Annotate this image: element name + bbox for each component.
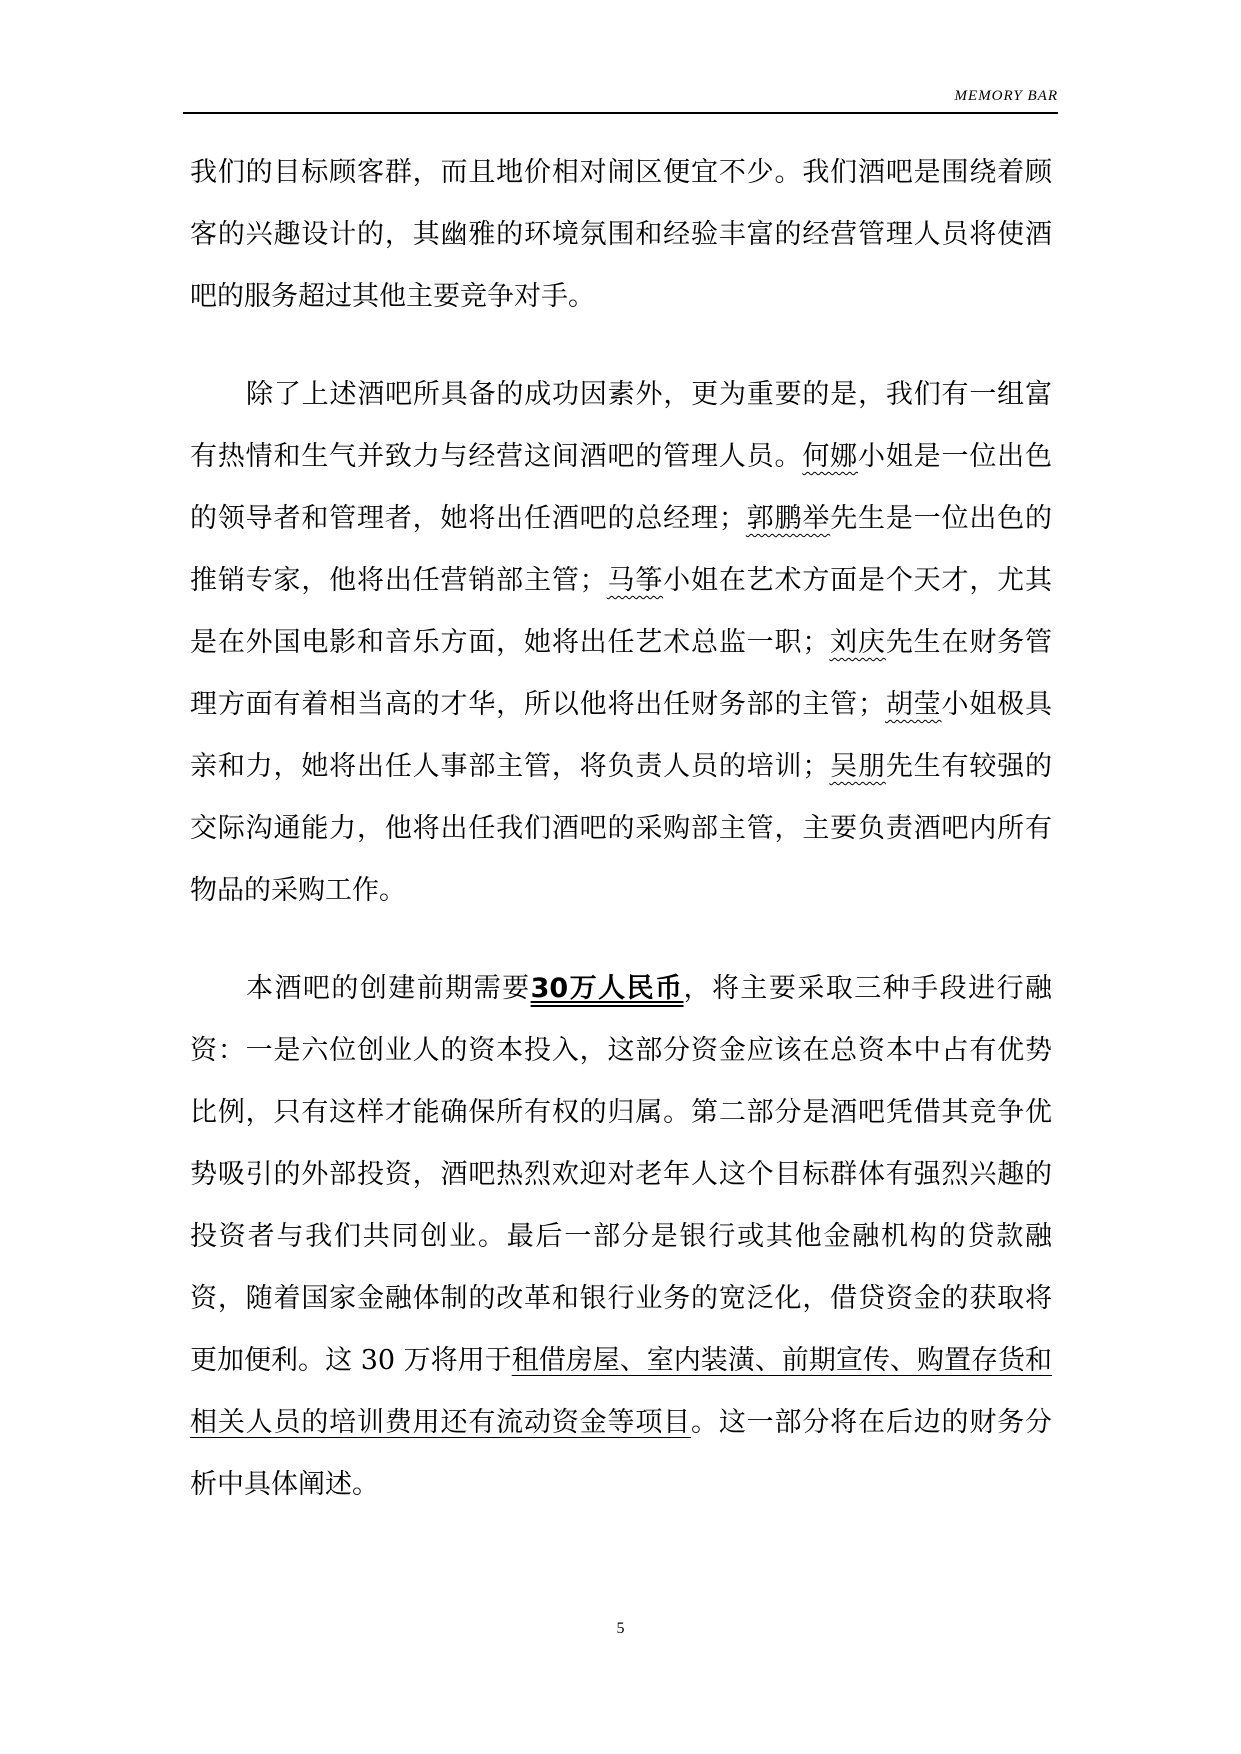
header-rule <box>183 112 1058 114</box>
page-number: 5 <box>616 1620 625 1637</box>
fund-usage-items: 租借房屋、室内装潢、前期宣传、购置存货和相关人员的培训费用还有流动资金等项目 <box>190 1345 1052 1438</box>
p3-text-1: 本酒吧的创建前期需要 <box>246 973 531 1004</box>
paragraph-2 <box>190 364 1052 922</box>
p2-text-1: 除了上述酒吧所具备的成功因素外，更为重要的是，我们有一组富有热情和生气并致力与经营这间酒吧的管理人员。 <box>190 379 1052 472</box>
person-name-he-na: 何娜 <box>802 441 859 472</box>
running-header: MEMORY BAR <box>954 88 1058 104</box>
paragraph-1 <box>190 142 1052 328</box>
p2-text-4: 小姐在艺术方面是个天才，尤其是在外国电影和音乐方面，她将出任艺术总监一职； <box>190 565 1053 658</box>
funding-amount: 30万人民币 <box>530 973 684 1004</box>
person-name-guo-pengju: 郭鹏举 <box>745 503 831 534</box>
p3-text-3: 。这一部分将在后边的财务分析中具体阐述。 <box>190 1407 1052 1500</box>
p3-text-2: ，将主要采取三种手段进行融资：一是六位创业人的资本投入，这部分资金应该在总资本中占有优势比例，只有这样才能确保所有权的归属。第二部分是酒吧凭借其竞争优势吸引的外部投资，酒吧热烈欢迎对老年人这个目标群体有强烈兴趣的投资者与我们共同创业。最后一部分是银行或其他金融机构的贷款融资，随着国家金融体制的改革和银行业务的宽泛化，借贷资金的获取将更加便利。这 30 万将用于 <box>190 973 1053 1376</box>
person-name-liu-qing: 刘庆 <box>829 627 886 658</box>
p2-text-7: 先生有较强的交际沟通能力，他将出任我们酒吧的采购部主管，主要负责酒吧内所有物品的采购工作。 <box>190 751 1053 906</box>
p2-text-2: 小姐是一位出色的领导者和管理者，她将出任酒吧的总经理； <box>190 441 1053 534</box>
person-name-hu-ying: 胡莹 <box>885 689 942 720</box>
p2-text-3: 先生是一位出色的推销专家，他将出任营销部主管； <box>190 503 1053 596</box>
p2-text-6: 小姐极具亲和力，她将出任人事部主管，将负责人员的培训； <box>190 689 1052 782</box>
person-name-wu-peng: 吴朋 <box>829 751 886 782</box>
p2-text-5: 先生在财务管理方面有着相当高的才华，所以他将出任财务部的主管； <box>190 627 1053 720</box>
paragraph-1-text: 我们的目标顾客群，而且地价相对闹区便宜不少。我们酒吧是围绕着顾客的兴趣设计的，其幽雅的环境氛围和经验丰富的经营管理人员将使酒吧的服务超过其他主要竞争对手。 <box>190 157 1052 312</box>
paragraph-3 <box>190 958 1052 1516</box>
document-body <box>190 142 1052 1552</box>
person-name-ma-zheng: 马筝 <box>606 565 664 596</box>
